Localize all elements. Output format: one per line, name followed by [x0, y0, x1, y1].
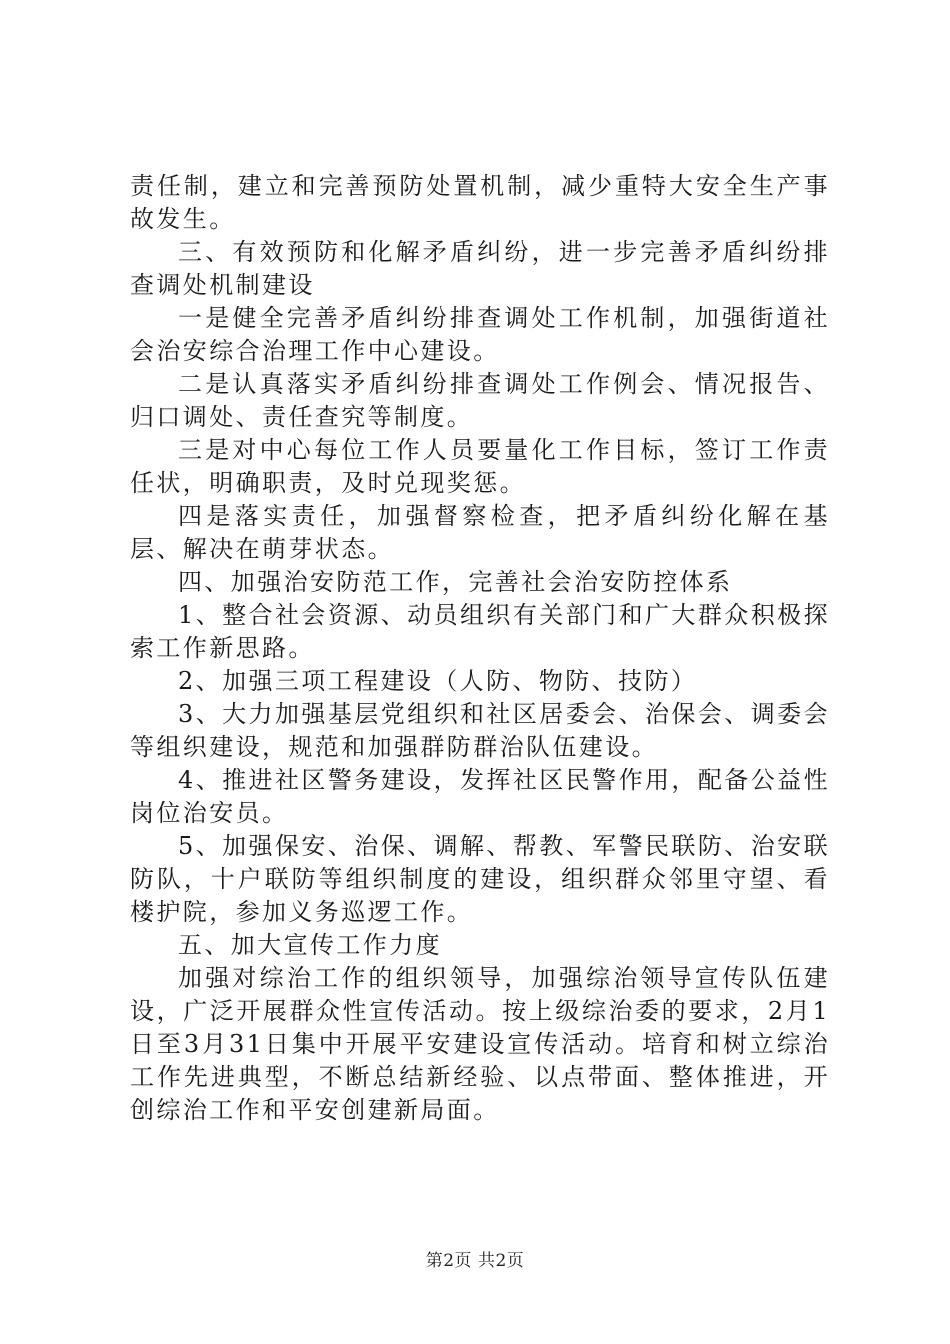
page-footer: 第2页 共2页: [425, 1251, 525, 1271]
paragraph: 三是对中心每位工作人员要量化工作目标，签订工作责任状，明确职责，及时兑现奖惩。: [130, 436, 830, 497]
list-item: 2、加强三项工程建设（人防、物防、技防）: [178, 667, 698, 695]
section-heading-4: 四、加强治安防范工作，完善社会治安防控体系: [178, 568, 733, 596]
list-item: 3、大力加强基层党组织和社区居委会、治保会、调委会等组织建设，规范和加强群防群治队伍建设。: [130, 700, 830, 761]
list-item: 1、整合社会资源、动员组织有关部门和广大群众积极探索工作新思路。: [130, 601, 830, 662]
list-item: 5、加强保安、治保、调解、帮教、军警民联防、治安联防队，十户联防等组织制度的建设，组织群众邻里守望、看楼护院，参加义务巡逻工作。: [130, 832, 830, 926]
paragraph-continuation: 责任制，建立和完善预防处置机制，减少重特大安全生产事故发生。: [130, 172, 830, 233]
paragraph: 四是落实责任，加强督察检查，把矛盾纠纷化解在基层、解决在萌芽状态。: [130, 502, 830, 563]
document-body: [130, 170, 830, 1127]
paragraph: 一是健全完善矛盾纠纷排查调处工作机制，加强街道社会治安综合治理工作中心建设。: [130, 304, 830, 365]
section-heading-5: 五、加大宣传工作力度: [178, 931, 442, 959]
section-heading-3: 三、有效预防和化解矛盾纠纷，进一步完善矛盾纠纷排查调处机制建设: [130, 238, 830, 299]
paragraph: 二是认真落实矛盾纠纷排查调处工作例会、情况报告、归口调处、责任查究等制度。: [130, 370, 830, 431]
list-item: 4、推进社区警务建设，发挥社区民警作用，配备公益性岗位治安员。: [130, 766, 830, 827]
paragraph: 加强对综治工作的组织领导，加强综治领导宣传队伍建设，广泛开展群众性宣传活动。按上级综治委的要求，2月1日至3月31日集中开展平安建设宣传活动。培育和树立综治工作先进典型，不断总结新经验、以点带面、整体推进，开创综治工作和平安创建新局面。: [130, 964, 830, 1124]
